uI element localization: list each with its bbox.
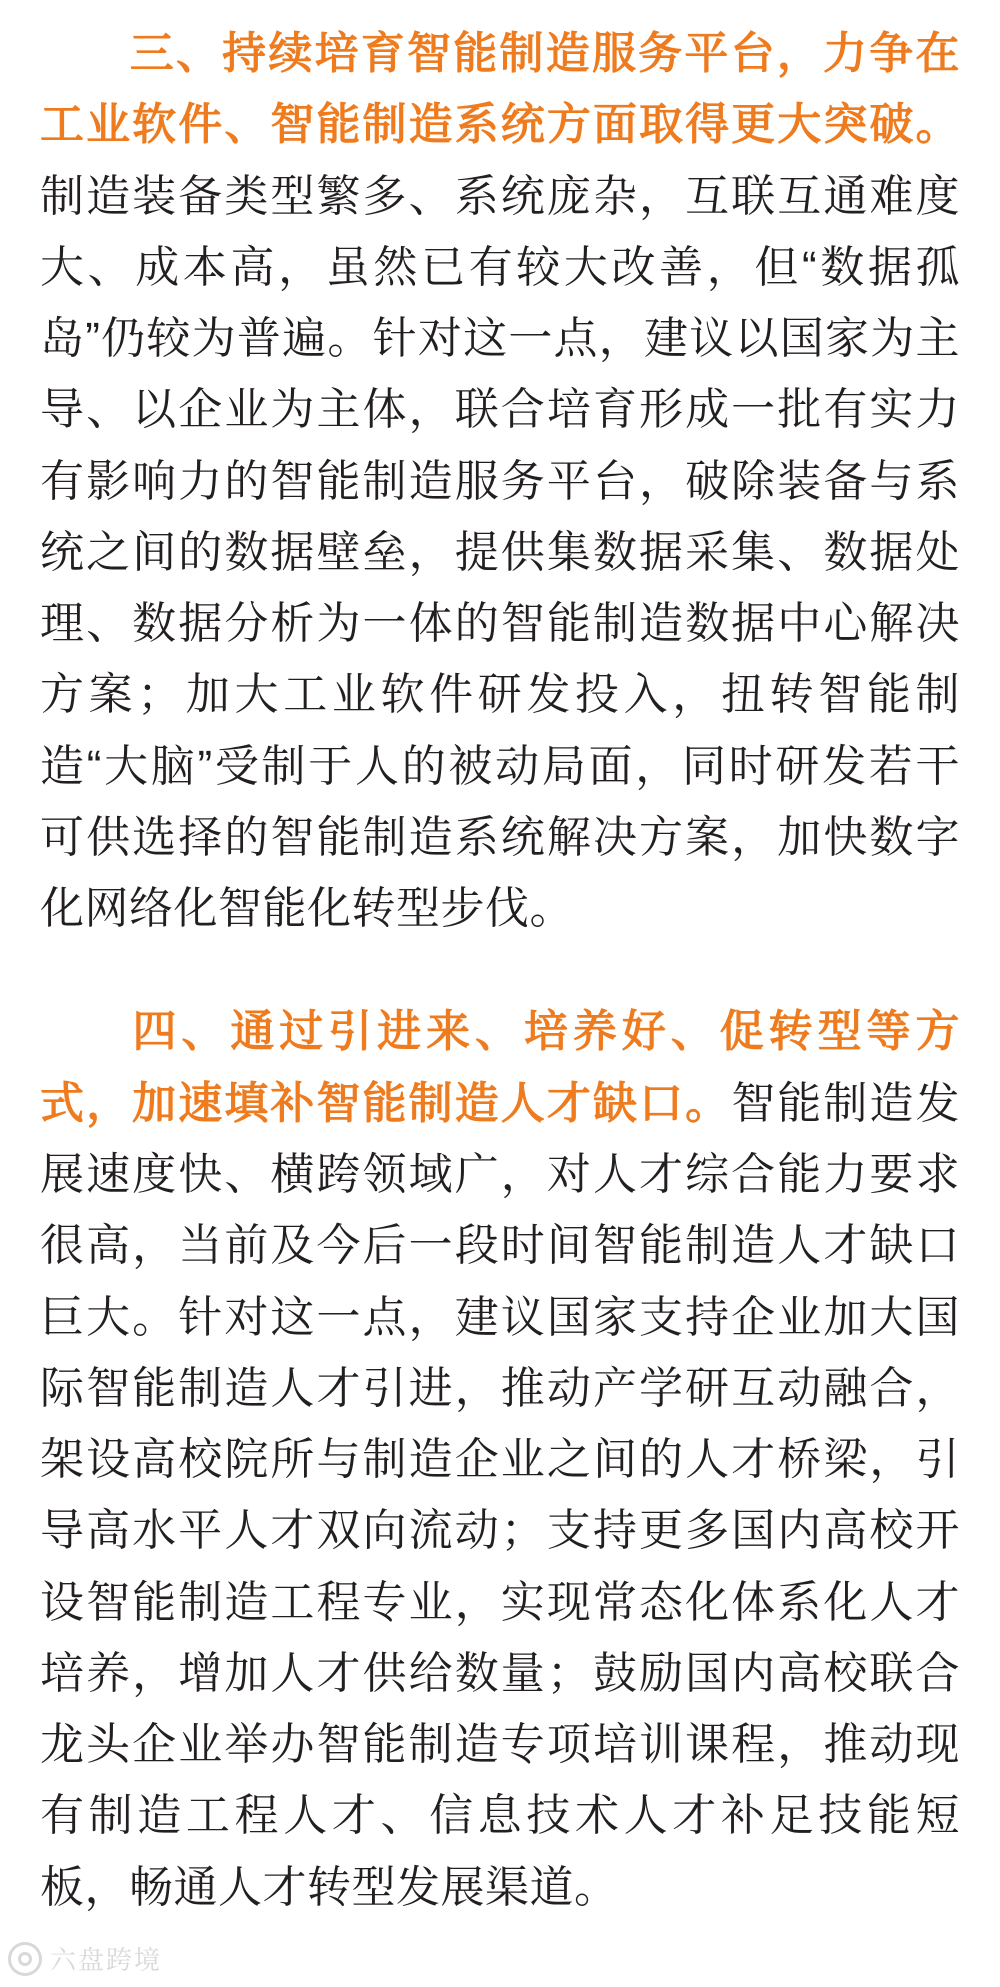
section-body-three: 制造装备类型繁多、系统庞杂，互联互通难度大、成本高，虽然已有较大改善，但“数据孤岛”仍较为普遍。针对这一点，建议以国家为主导、以企业为主体，联合培育形成一批有实力有影响力的智能制造服务平台，破除装备与系统之间的数据壁垒，提供集数据采集、数据处理、数据分析为一体的智能制造数据中心解决方案；加大工业软件研发投入，扭转智能制造“大脑”受制于人的被动局面，同时研发若干可供选择的智能制造系统解决方案，加快数字化网络化智能化转型步伐。 [40, 171, 960, 934]
section-heading-three: 三、持续培育智能制造服务平台，力争在工业软件、智能制造系统方面取得更大突破。 [40, 29, 960, 150]
watermark-label: 六盘跨境 [50, 1945, 163, 1975]
paragraph-three [40, 18, 960, 944]
section-heading-four: 四、通过引进来、培养好、促转型等方式，加速填补智能制造人才缺口。 [40, 1007, 960, 1128]
article-section-four [40, 996, 960, 1922]
section-body-four: 智能制造发展速度快、横跨领域广，对人才综合能力要求很高，当前及今后一段时间智能制造人才缺口巨大。针对这一点，建议国家支持企业加大国际智能制造人才引进，推动产学研互动融合，架设高校院所与制造企业之间的人才桥梁，引导高水平人才双向流动；支持更多国内高校开设智能制造工程专业，实现常态化体系化人才培养，增加人才供给数量；鼓励国内高校联合龙头企业举办智能制造专项培训课程，推动现有制造工程人才、信息技术人才补足技能短板，畅通人才转型发展渠道。 [40, 1078, 961, 1912]
watermark-logo-icon [8, 1942, 42, 1976]
paragraph-four [40, 996, 960, 1922]
watermark [8, 1940, 162, 1977]
article-section-three [40, 18, 960, 944]
